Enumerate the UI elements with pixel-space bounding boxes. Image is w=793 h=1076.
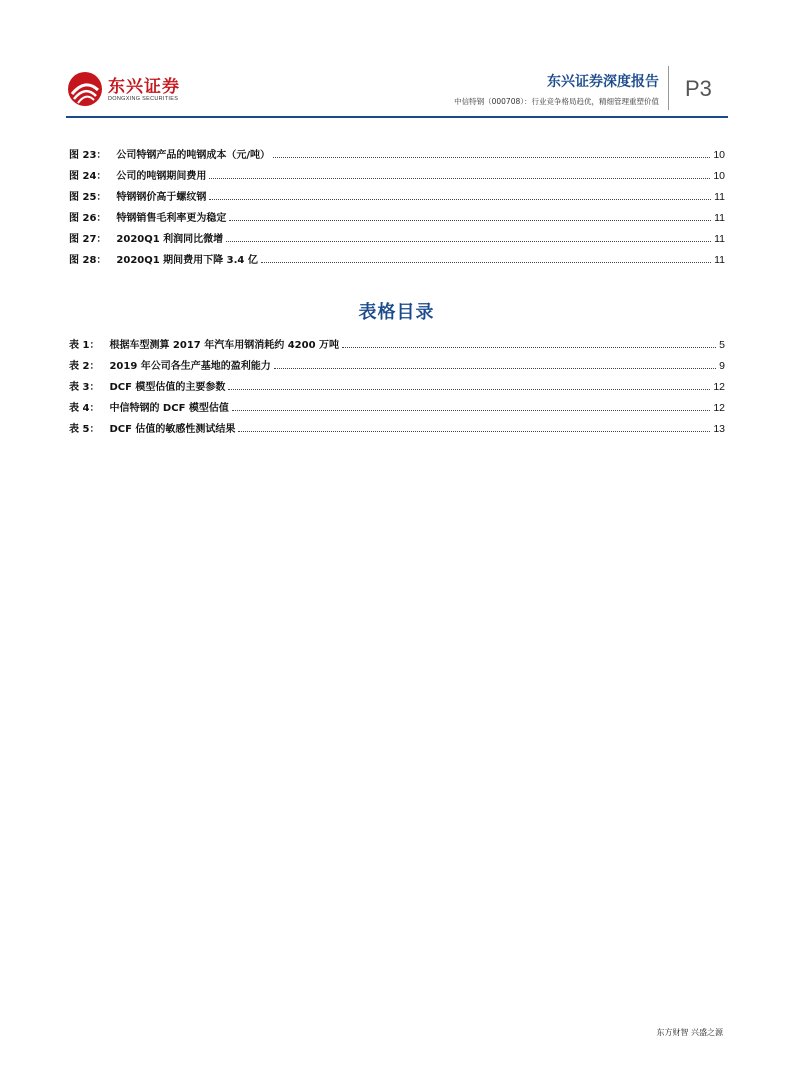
toc-page: 11 <box>714 254 725 266</box>
toc-entry[interactable] <box>69 166 725 182</box>
toc-title: 公司特钢产品的吨钢成本（元/吨） <box>116 150 271 161</box>
toc-label: 表 4： <box>69 403 100 414</box>
toc-title: 特钢钢价高于螺纹钢 <box>116 192 207 203</box>
toc-title: 2020Q1 利润同比微增 <box>116 234 224 245</box>
logo-subtitle: DONGXING SECURITIES <box>108 96 179 102</box>
toc-page: 11 <box>714 233 725 245</box>
header-divider <box>668 66 669 110</box>
toc-title: DCF 模型估值的主要参数 <box>109 382 226 393</box>
toc-label: 表 1： <box>69 340 100 351</box>
toc-leader <box>274 367 716 369</box>
toc-entry[interactable] <box>69 145 725 161</box>
toc-entry[interactable] <box>69 419 725 435</box>
toc-entry[interactable] <box>69 250 725 266</box>
toc-leader <box>342 346 716 348</box>
toc-leader <box>226 240 711 242</box>
toc-page: 12 <box>713 402 725 414</box>
toc-page: 10 <box>713 149 725 161</box>
toc-entry[interactable] <box>69 187 725 203</box>
toc-page: 5 <box>719 339 725 351</box>
toc-entry[interactable] <box>69 356 725 372</box>
toc-title: DCF 估值的敏感性测试结果 <box>109 424 236 435</box>
toc-title: 2020Q1 期间费用下降 3.4 亿 <box>116 255 258 266</box>
toc-label: 图 25： <box>69 192 107 203</box>
header-rule <box>66 116 728 118</box>
toc-entry[interactable] <box>69 229 725 245</box>
toc-label: 图 24： <box>69 171 107 182</box>
toc-entry[interactable] <box>69 377 725 393</box>
toc-entry[interactable] <box>69 335 725 351</box>
toc-label: 图 27： <box>69 234 107 245</box>
toc-label: 图 23： <box>69 150 107 161</box>
toc-leader <box>232 409 710 411</box>
footer-slogan: 东方财智 兴盛之源 <box>656 1028 723 1037</box>
page-number: P3 <box>685 76 712 101</box>
toc-page: 11 <box>714 191 725 203</box>
toc-leader <box>229 219 711 221</box>
logo-text: 东兴证券 <box>108 77 180 97</box>
toc-leader <box>238 430 710 432</box>
toc-title: 特钢销售毛利率更为稳定 <box>116 213 227 224</box>
toc-title: 中信特钢的 DCF 模型估值 <box>109 403 229 414</box>
toc-title: 2019 年公司各生产基地的盈利能力 <box>109 361 271 372</box>
toc-label: 表 5： <box>69 424 100 435</box>
toc-leader <box>228 388 710 390</box>
toc-title: 公司的吨钢期间费用 <box>116 171 207 182</box>
toc-label: 表 2： <box>69 361 100 372</box>
toc-leader <box>261 261 711 263</box>
toc-label: 图 26： <box>69 213 107 224</box>
toc-entry[interactable] <box>69 398 725 414</box>
toc-label: 表 3： <box>69 382 100 393</box>
toc-leader <box>209 177 710 179</box>
report-subtitle: 中信特钢（000708）：行业竞争格局趋优，精细管理重塑价值 <box>454 97 659 106</box>
toc-leader <box>273 156 710 158</box>
tables-toc-heading: 表格目录 <box>358 302 435 323</box>
toc-title: 根据车型测算 2017 年汽车用钢消耗约 4200 万吨 <box>109 340 340 351</box>
report-title: 东兴证券深度报告 <box>547 74 659 90</box>
toc-page: 13 <box>713 423 725 435</box>
toc-entry[interactable] <box>69 208 725 224</box>
toc-label: 图 28： <box>69 255 107 266</box>
toc-page: 11 <box>714 212 725 224</box>
toc-page: 10 <box>713 170 725 182</box>
toc-page: 12 <box>713 381 725 393</box>
toc-leader <box>209 198 711 200</box>
toc-page: 9 <box>719 360 725 372</box>
